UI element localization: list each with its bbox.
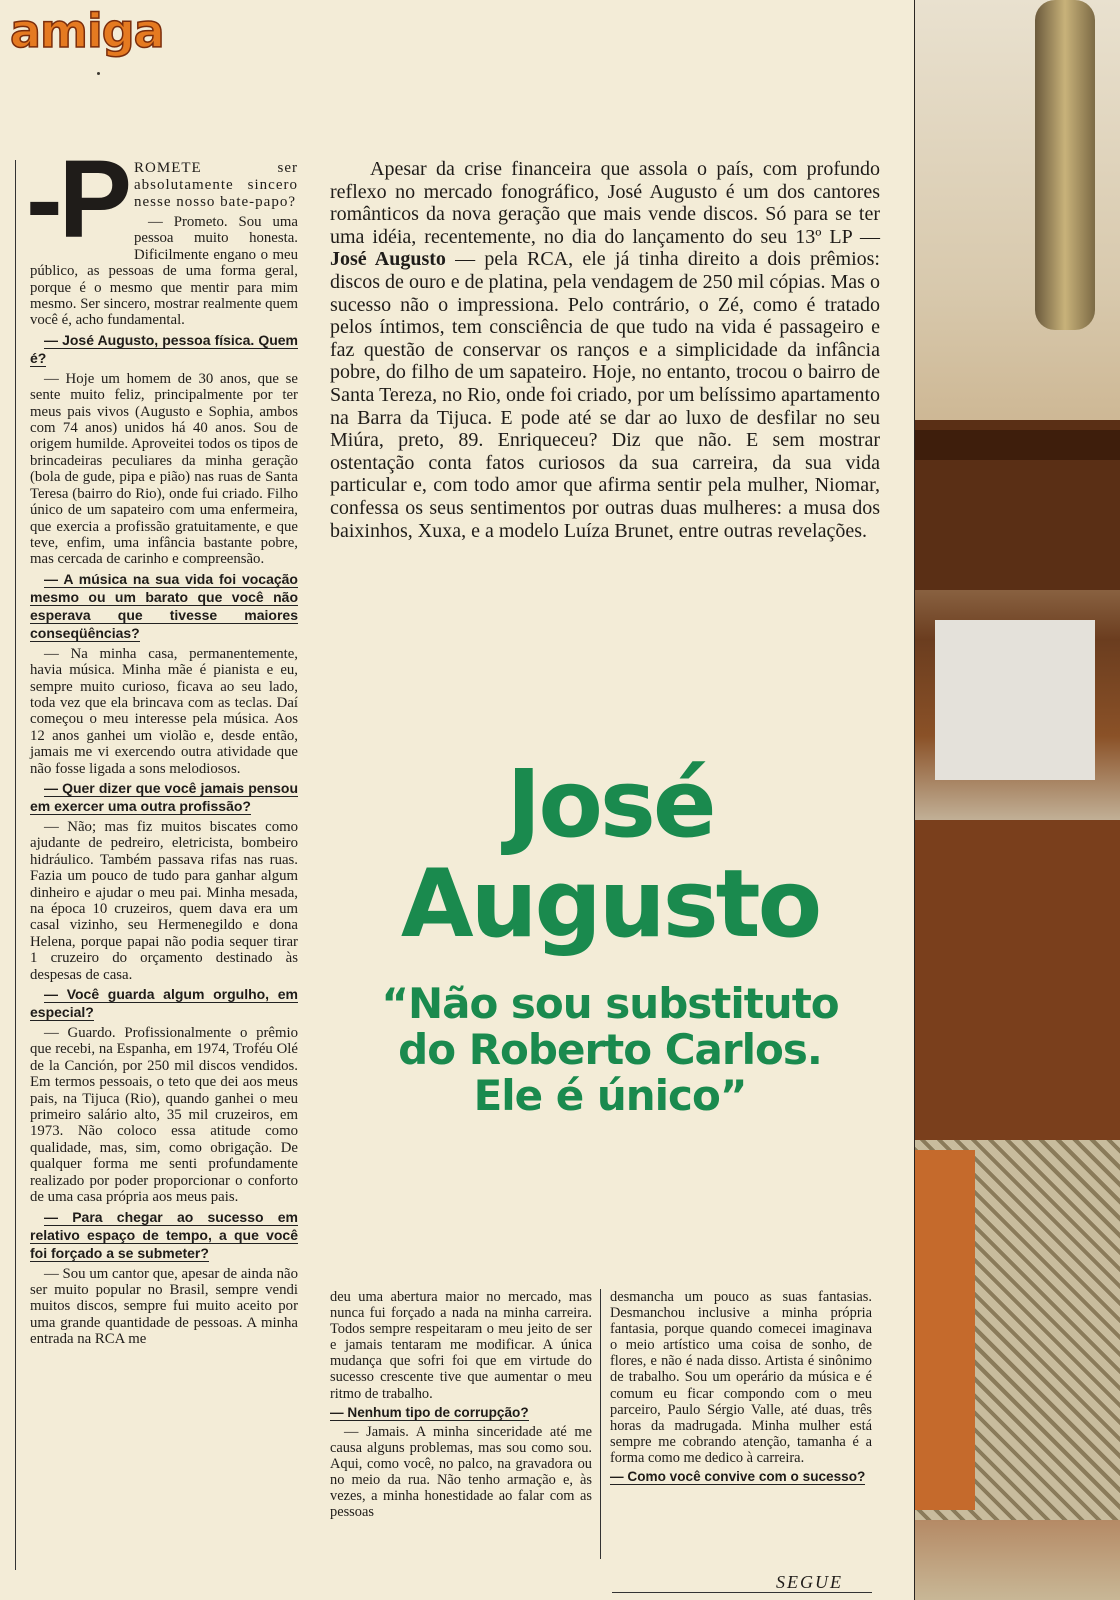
answer-text: — Na minha casa, permanentemente, havia música. Minha mãe é pianista e eu, sempre muito curioso, ficava ao seu lado, toda vez que ela brincava com as teclas. Daí começou o meu interesse pela música. Aos 12 anos ganhei um violão e, desde então, jamais me vi exercendo outra atividade que não fosse ligada a sons melodiosos. xyxy=(30,645,298,777)
interview-blocks xyxy=(30,214,298,1348)
answer-text: — Hoje um homem de 30 anos, que se sente muito feliz, principalmente por ter meus pais vivos (Augusto e Sophia, ambos com 74 anos) unidos há 40 anos. Sou de origem humilde. Aproveitei todos os tipos de brincadeiras peculiares da minha geração (bola de gude, pipa e pião) nas ruas de Santa Teresa (bairro do Rio), onde fui criado. Filho único de um sapateiro com uma enfermeira, que exercia a profissão gratuitamente, e que teve, enfim, uma infância bastante pobre, mas cercada de carinho e compreensão. xyxy=(30,370,298,568)
headline-quote: “Não sou substituto do Roberto Carlos. Ele é único” xyxy=(381,979,839,1120)
headline-first-name: José xyxy=(506,750,714,859)
interview-column-left xyxy=(26,138,298,1350)
question-text: — Você guarda algum orgulho, em especial? xyxy=(30,986,298,1021)
decorative-dot xyxy=(97,72,100,75)
question-text: — Nenhum tipo de corrupção? xyxy=(330,1404,529,1420)
headline xyxy=(350,750,870,1120)
answer-text: — Sou um cantor que, apesar de ainda não ser muito popular no Brasil, sempre vendi muitos discos, sempre fui muito aceito por uma grande quantidade de pessoas. A minha entrada na RCA me xyxy=(30,1265,298,1348)
album-name: José Augusto xyxy=(330,248,446,271)
headline-last-name: Augusto xyxy=(400,850,820,959)
interview-column-middle xyxy=(330,1289,592,1520)
furniture-edge xyxy=(915,430,1120,460)
candlestick-shape xyxy=(1035,0,1095,330)
intro-question-text: ROMETE ser absolutamente sincero nesse nosso bate-papo? xyxy=(134,160,298,210)
answer-text: desmancha um pouco as suas fantasias. Desmanchou inclusive a minha própria fantasia, porque quando comecei imaginava o meio artístico uma coisa de sonho, de flores, e não é nada disso. Artista é sinônimo de trabalho. Sou um operário da música e é comum eu ficar compondo com o meu parceiro, Paulo Sérgio Valle, até duas, três horas da madrugada. Minha mulher está sempre me cobrando atenção, tamanha é a forma como me dedico à carreira. xyxy=(610,1289,872,1466)
question-text: — José Augusto, pessoa física. Quem é? xyxy=(30,331,298,366)
intro-question xyxy=(26,138,298,261)
answer-text: — Prometo. Sou uma pessoa muito honesta. Dificilmente engano o meu público, as pessoas de uma forma geral, porque é o mesmo que mentir para mim mesmo. Ser sincero, mostrar realmente quem você é, acho fundamental. xyxy=(30,214,298,329)
answer-text: deu uma abertura maior no mercado, mas nunca fui forçado a nada na minha carreira. Todos sempre respeitaram o meu jeito de ser e jamais tentaram me modificar. A única mudança que sofri foi que em virtude do sucesso crescente tive que aumentar o meu ritmo de trabalho. xyxy=(330,1289,592,1402)
column-rule xyxy=(600,1289,601,1559)
drop-cap: -P xyxy=(26,138,129,261)
question-text: — Para chegar ao sucesso em relativo espaço de tempo, a que você foi forçado a se submeter? xyxy=(30,1208,298,1261)
photo-interior xyxy=(915,0,1120,1600)
lead-paragraph: Apesar da crise financeira que assola o país, com profundo reflexo no mercado fonográfico, José Augusto é um dos cantores românticos da nova geração que mais vende discos. Só para se ter uma idéia, recentemente, no dia do lançamento do seu 13º LP — José Augusto — pela RCA, ele já tinha direito a dois prêmios: discos de ouro e de platina, pela vendagem de 250 mil cópias. Mas o sucesso não o impressiona. Pelo contrário, o Zé, como é tratado pelos íntimos, tem consciência de que tudo na vida é passageiro e faz questão de conservar os ranços e a simplicidade da infância pobre, do filho de um sapateiro. Hoje, no entanto, trocou o bairro de Santa Tereza, no Rio, onde foi criado, por um belíssimo apartamento na Barra da Tijuca. E pode até se dar ao luxo de desfilar no seu Miúra, preto, 89. Enriqueceu? Diz que não. E sem mostrar ostentação conta fatos curiosos da sua carreira, da sua vida particular e, com todo amor que afirma sentir pela mulher, Niomar, confessa os seus sentimentos por outras duas mulheres: a musa dos baixinhos, Xuxa, e a modelo Luíza Brunet, entre outras revelações. xyxy=(330,158,880,542)
answer-text: — Jamais. A minha sinceridade até me causa alguns problemas, mas sou como sou. Aqui, como você, no palco, na gravadora ou no meio da rua. Não tenho armação e, às vezes, a minha honestidade ao falar com as pessoas xyxy=(330,1423,592,1521)
interview-column-right xyxy=(610,1289,872,1488)
chair-shape xyxy=(915,1150,975,1510)
continued-label: SEGUE xyxy=(776,1572,843,1592)
column-rule xyxy=(15,160,16,1570)
question-text: — A música na sua vida foi vocação mesmo ou um barato que você não esperava que tivesse maiores conseqüências? xyxy=(30,570,298,641)
wall-shape xyxy=(935,620,1095,780)
answer-text: — Guardo. Profissionalmente o prêmio que recebi, na Espanha, em 1974, Troféu Olé de la Canción, por 250 mil discos vendidos. Em termos pessoais, o teto que dei aos meus pais, na Tijuca (Rio), quando ganhei o meu primeiro salário alto, 35 mil cruzeiros, em 1973. Não coloco essa atitude como qualidade, mas, sim, como obrigação. De qualquer forma me senti profundamente realizado por poder proporcionar o conforto de uma casa própria aos meus pais. xyxy=(30,1025,298,1206)
answer-text: — Não; mas fiz muitos biscates como ajudante de pedreiro, eletricista, bombeiro hidráulico. Também passava rifas nas ruas. Fazia um pouco de tudo para ganhar algum dinheiro e ajudar o meu pai. Minha mesada, na época 10 cruzeiros, quem dava era um casal vizinho, seu Hermenegildo e dona Helena, porque papai não podia sequer tirar 1 cruzeiro do orçamento destinado às despesas de casa. xyxy=(30,818,298,983)
magazine-logo: amiga xyxy=(10,4,164,58)
table-shape xyxy=(915,820,1120,1140)
question-text: — Como você convive com o sucesso? xyxy=(610,1469,866,1485)
question-text: — Quer dizer que você jamais pensou em exercer uma outra profissão? xyxy=(30,779,298,814)
